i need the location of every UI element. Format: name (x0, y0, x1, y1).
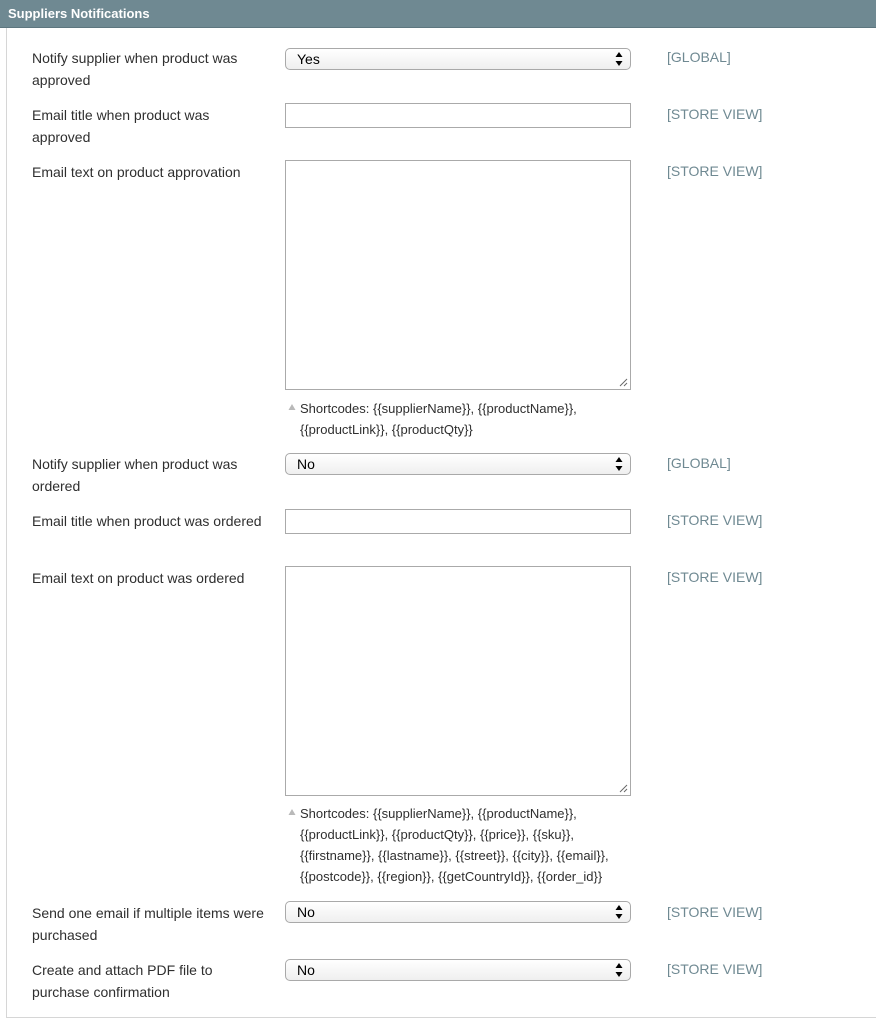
attach-pdf-select[interactable] (285, 959, 631, 981)
notify-ordered-select[interactable] (285, 453, 631, 475)
email-text-ordered-scope: [STORE VIEW] (667, 569, 763, 585)
select-arrows-icon (615, 51, 623, 67)
email-title-ordered-input[interactable] (285, 509, 631, 534)
email-title-approved-input[interactable] (285, 103, 631, 128)
select-arrows-icon (615, 456, 623, 472)
note-arrow-icon (288, 403, 296, 411)
send-one-email-scope: [STORE VIEW] (667, 904, 763, 920)
email-title-ordered-label: Email title when product was ordered (32, 513, 262, 529)
resize-grip-icon[interactable] (618, 377, 628, 387)
section-title: Suppliers Notifications (8, 6, 150, 21)
section-header[interactable] (0, 0, 876, 28)
send-one-email-label: Send one email if multiple items were purchased (32, 905, 264, 943)
notify-approved-select[interactable] (285, 48, 631, 70)
attach-pdf-value: No (297, 962, 315, 978)
notify-approved-value: Yes (297, 51, 320, 67)
send-one-email-select[interactable] (285, 901, 631, 923)
notify-ordered-label: Notify supplier when product was ordered (32, 456, 238, 494)
notify-approved-scope: [GLOBAL] (667, 49, 731, 65)
email-text-approved-note: Shortcodes: {{supplierName}}, {{productName}}, {{productLink}}, {{productQty}} (300, 401, 577, 437)
email-title-approved-label: Email title when product was approved (32, 107, 210, 145)
notify-ordered-scope: [GLOBAL] (667, 455, 731, 471)
email-title-ordered-scope: [STORE VIEW] (667, 512, 763, 528)
send-one-email-value: No (297, 904, 315, 920)
resize-grip-icon[interactable] (618, 783, 628, 793)
select-arrows-icon (615, 904, 623, 920)
email-text-approved-textarea[interactable] (285, 160, 631, 390)
email-text-ordered-note: Shortcodes: {{supplierName}}, {{productName}}, {{productLink}}, {{productQty}}, {{price}}, {{sku}}, {{firstname}}, {{lastname}}, {{street}}, {{city}}, {{email}}, {{postcode}}, {{region}}, {{getCountryId}}, {{order_id}} (300, 806, 609, 884)
note-arrow-icon (288, 808, 296, 816)
attach-pdf-label: Create and attach PDF file to purchase confirmation (32, 962, 213, 1000)
select-arrows-icon (615, 962, 623, 978)
email-text-ordered-textarea[interactable] (285, 566, 631, 796)
notify-ordered-value: No (297, 456, 315, 472)
email-title-approved-scope: [STORE VIEW] (667, 106, 763, 122)
notify-approved-label: Notify supplier when product was approved (32, 50, 238, 88)
attach-pdf-scope: [STORE VIEW] (667, 961, 763, 977)
email-text-approved-label: Email text on product approvation (32, 164, 241, 180)
email-text-approved-scope: [STORE VIEW] (667, 163, 763, 179)
email-text-ordered-label: Email text on product was ordered (32, 570, 245, 586)
